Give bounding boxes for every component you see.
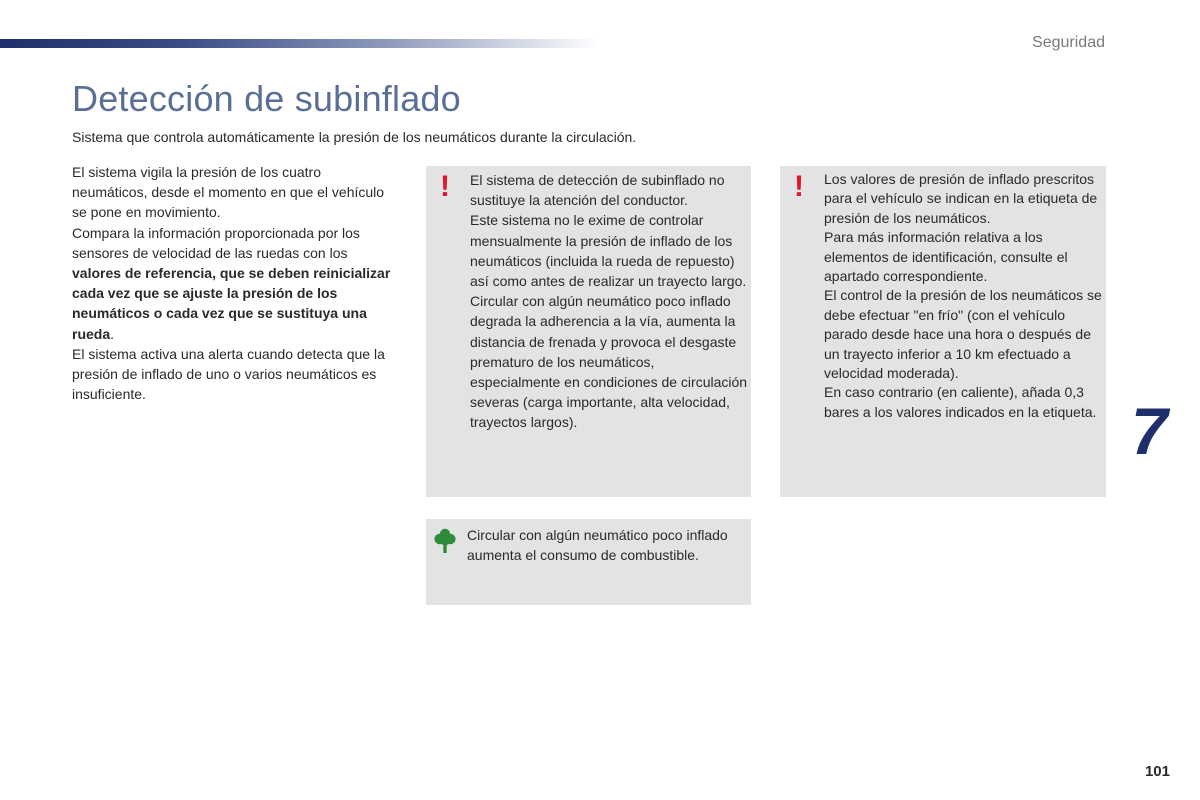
left-paragraph-2 [72,223,392,344]
warning-box-2-paragraph-3: El control de la presión de los neumáticos se debe efectuar "en frío" (con el vehículo parado desde hace una hora o después de un trayecto inferior a 10 km efectuado a velocidad moderada). [824,287,1102,382]
warning-box-1-text [470,170,748,433]
warning-box-1-paragraph-3: Circular con algún neumático poco inflado degrada la adherencia a la vía, aumenta la distancia de frenada y provoca el desgaste prematuro de los neumáticos, especialmente en condiciones de circulación severas (carga importante, alta velocidad, trayectos largos). [470,293,748,431]
left-paragraph-2-bold: valores de referencia, que se deben reinicializar cada vez que se ajuste la presión de los neumáticos o cada vez que se sustituya una rueda [72,265,391,342]
intro-text: Sistema que controla automáticamente la presión de los neumáticos durante la circulación. [72,129,637,145]
chapter-number: 7 [1131,394,1168,468]
page-title: Detección de subinflado [72,78,461,119]
left-paragraph-2-start: Compara la información proporcionada por los sensores de velocidad de las ruedas con los [72,224,360,261]
warning-box-1-paragraph-1: El sistema de detección de subinflado no sustituye la atención del conductor. [470,172,725,209]
warning-box-2 [780,166,1106,497]
left-column [72,162,392,404]
exclamation-icon: ! [440,170,450,203]
section-label: Seguridad [1032,34,1105,51]
warning-box-2-paragraph-2: Para más información relativa a los elementos de identificación, consulte el apartado correspondiente. [824,229,1068,285]
warning-box-2-paragraph-4: En caso contrario (en caliente), añada 0,3 bares a los valores indicados en la etiqueta. [824,384,1097,420]
eco-tip-box [426,519,751,605]
exclamation-icon: ! [794,170,804,203]
warning-box-1 [426,166,751,497]
warning-box-2-text [824,170,1102,422]
warning-box-1-paragraph-2: Este sistema no le exime de controlar mensualmente la presión de inflado de los neumáticos (incluida la rueda de repuesto) así como antes de realizar un trayecto largo. [470,212,747,290]
page-number: 101 [1144,763,1170,780]
eco-tip-text: Circular con algún neumático poco inflado aumenta el consumo de combustible. [467,527,728,564]
header-gradient-bar [0,39,600,48]
left-paragraph-2-end: . [110,325,115,342]
warning-box-2-paragraph-1: Los valores de presión de inflado prescritos para el vehículo se indican en la etiqueta de presión de los neumáticos. [824,171,1098,226]
tree-icon [434,528,456,554]
left-paragraph-3: El sistema activa una alerta cuando detecta que la presión de inflado de uno o varios neumáticos es insuficiente. [72,345,385,403]
left-paragraph-1: El sistema vigila la presión de los cuatro neumáticos, desde el momento en que el vehículo se pone en movimiento. [72,164,385,221]
